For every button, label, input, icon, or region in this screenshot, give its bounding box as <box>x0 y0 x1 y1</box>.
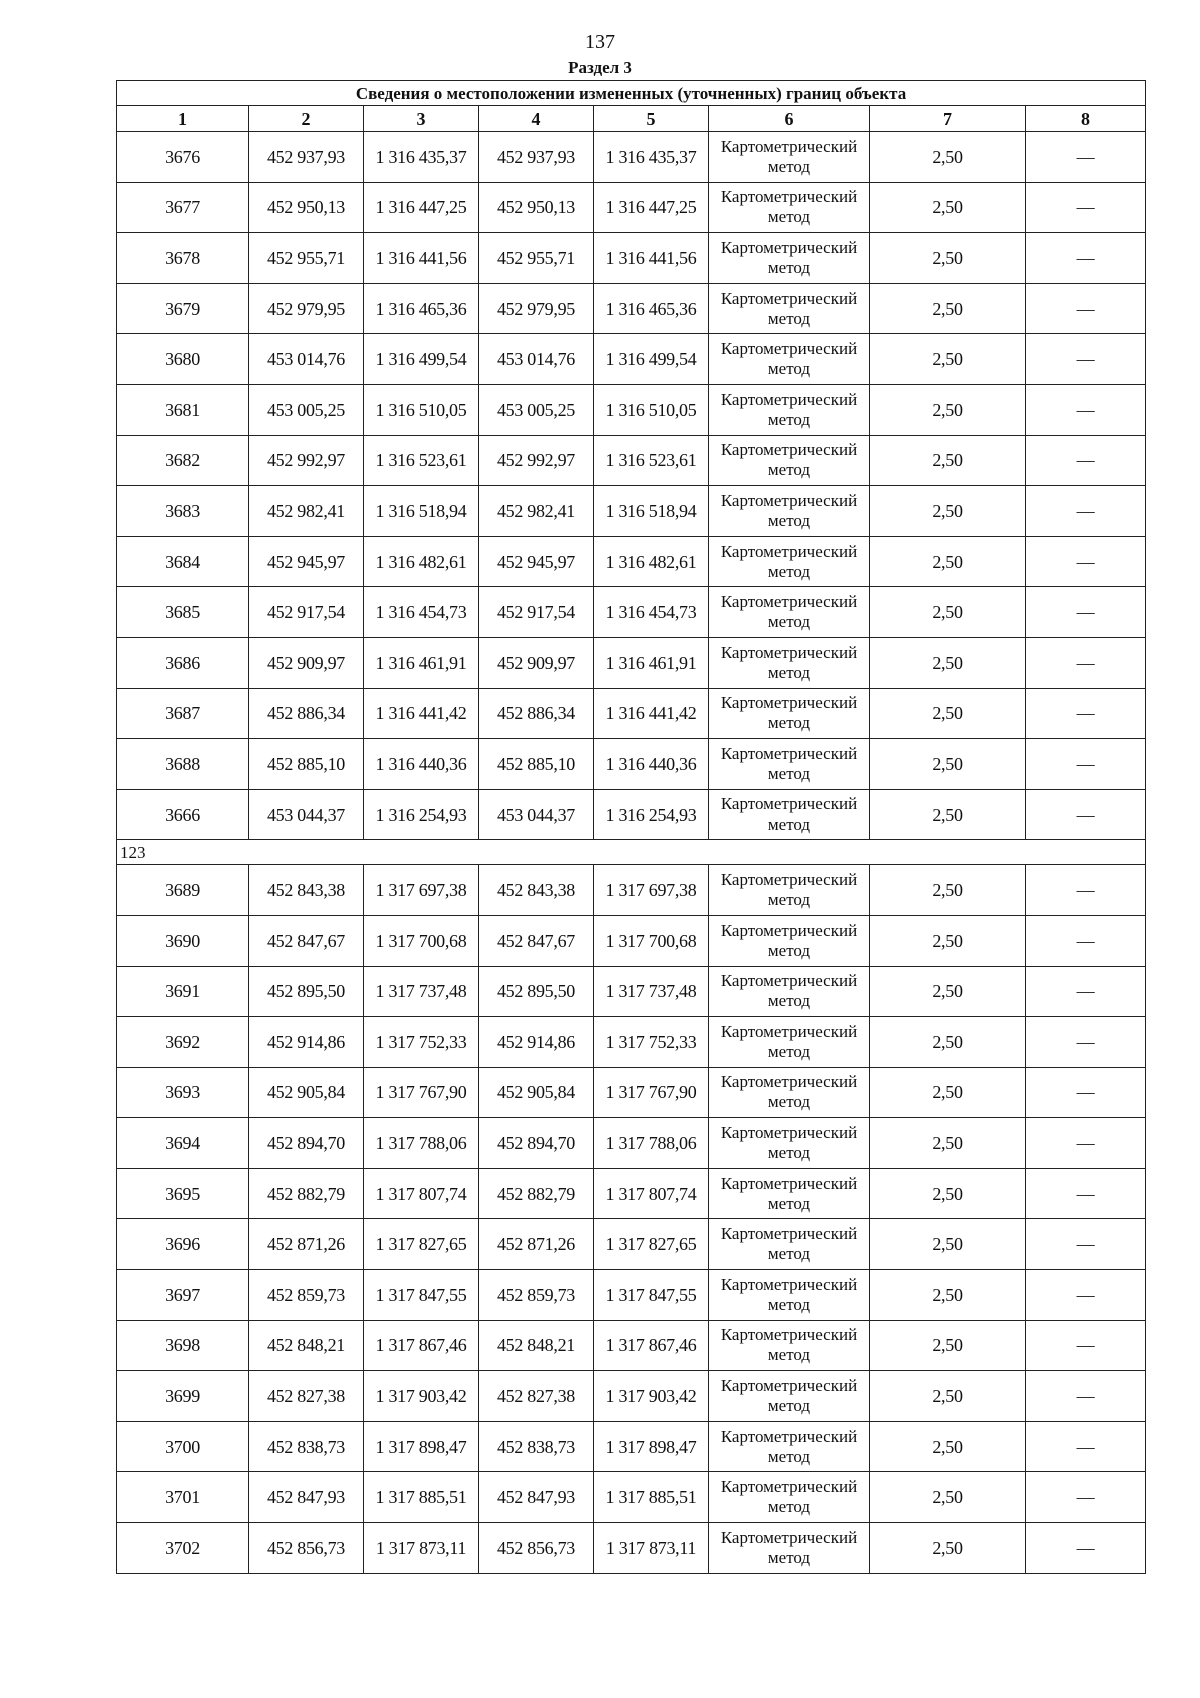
x-existing-cell: 452 909,97 <box>249 637 364 688</box>
method-cell: Картометрический метод <box>709 1371 870 1422</box>
x-refined-cell: 452 945,97 <box>479 536 594 587</box>
x-existing-cell: 452 914,86 <box>249 1017 364 1068</box>
accuracy-cell: 2,50 <box>870 637 1026 688</box>
y-refined-cell: 1 316 518,94 <box>594 486 709 537</box>
accuracy-cell: 2,50 <box>870 1219 1026 1270</box>
y-refined-cell: 1 316 482,61 <box>594 536 709 587</box>
y-refined-cell: 1 317 767,90 <box>594 1067 709 1118</box>
y-refined-cell: 1 317 885,51 <box>594 1472 709 1523</box>
description-cell: — <box>1026 182 1146 233</box>
y-refined-cell: 1 316 435,37 <box>594 132 709 183</box>
x-refined-cell: 452 848,21 <box>479 1320 594 1371</box>
y-refined-cell: 1 317 788,06 <box>594 1118 709 1169</box>
column-header: 1 <box>117 106 249 132</box>
method-cell: Картометрический метод <box>709 739 870 790</box>
description-cell: — <box>1026 384 1146 435</box>
column-header: 6 <box>709 106 870 132</box>
y-refined-cell: 1 317 867,46 <box>594 1320 709 1371</box>
x-refined-cell: 452 886,34 <box>479 688 594 739</box>
point-number-cell: 3695 <box>117 1168 249 1219</box>
table-row <box>117 789 1146 840</box>
column-header: 7 <box>870 106 1026 132</box>
x-refined-cell: 453 014,76 <box>479 334 594 385</box>
table-row <box>117 486 1146 537</box>
table-row <box>117 587 1146 638</box>
description-cell: — <box>1026 1168 1146 1219</box>
y-existing-cell: 1 316 254,93 <box>364 789 479 840</box>
method-cell: Картометрический метод <box>709 435 870 486</box>
y-refined-cell: 1 316 523,61 <box>594 435 709 486</box>
y-existing-cell: 1 317 752,33 <box>364 1017 479 1068</box>
table-row <box>117 536 1146 587</box>
y-existing-cell: 1 316 465,36 <box>364 283 479 334</box>
description-cell: — <box>1026 1523 1146 1574</box>
accuracy-cell: 2,50 <box>870 1168 1026 1219</box>
x-refined-cell: 452 894,70 <box>479 1118 594 1169</box>
table-row <box>117 435 1146 486</box>
x-existing-cell: 452 856,73 <box>249 1523 364 1574</box>
group-label: 123 <box>117 840 1146 865</box>
method-cell: Картометрический метод <box>709 587 870 638</box>
x-existing-cell: 452 992,97 <box>249 435 364 486</box>
description-cell: — <box>1026 966 1146 1017</box>
y-existing-cell: 1 317 847,55 <box>364 1270 479 1321</box>
method-cell: Картометрический метод <box>709 637 870 688</box>
column-header: 8 <box>1026 106 1146 132</box>
y-refined-cell: 1 316 254,93 <box>594 789 709 840</box>
y-existing-cell: 1 317 807,74 <box>364 1168 479 1219</box>
x-refined-cell: 452 859,73 <box>479 1270 594 1321</box>
point-number-cell: 3702 <box>117 1523 249 1574</box>
y-existing-cell: 1 317 903,42 <box>364 1371 479 1422</box>
description-cell: — <box>1026 334 1146 385</box>
accuracy-cell: 2,50 <box>870 739 1026 790</box>
point-number-cell: 3678 <box>117 233 249 284</box>
point-number-cell: 3666 <box>117 789 249 840</box>
y-refined-cell: 1 316 447,25 <box>594 182 709 233</box>
point-number-cell: 3696 <box>117 1219 249 1270</box>
x-existing-cell: 452 982,41 <box>249 486 364 537</box>
y-existing-cell: 1 316 435,37 <box>364 132 479 183</box>
accuracy-cell: 2,50 <box>870 688 1026 739</box>
description-cell: — <box>1026 233 1146 284</box>
y-existing-cell: 1 317 867,46 <box>364 1320 479 1371</box>
x-refined-cell: 452 909,97 <box>479 637 594 688</box>
y-existing-cell: 1 317 737,48 <box>364 966 479 1017</box>
description-cell: — <box>1026 915 1146 966</box>
accuracy-cell: 2,50 <box>870 1067 1026 1118</box>
description-cell: — <box>1026 1017 1146 1068</box>
y-refined-cell: 1 317 700,68 <box>594 915 709 966</box>
accuracy-cell: 2,50 <box>870 865 1026 916</box>
method-cell: Картометрический метод <box>709 1219 870 1270</box>
y-refined-cell: 1 316 465,36 <box>594 283 709 334</box>
table-row <box>117 1067 1146 1118</box>
boundary-coordinates-table <box>116 80 1146 1574</box>
y-existing-cell: 1 316 447,25 <box>364 182 479 233</box>
x-refined-cell: 452 827,38 <box>479 1371 594 1422</box>
accuracy-cell: 2,50 <box>870 486 1026 537</box>
y-existing-cell: 1 316 461,91 <box>364 637 479 688</box>
method-cell: Картометрический метод <box>709 1270 870 1321</box>
x-existing-cell: 452 894,70 <box>249 1118 364 1169</box>
y-existing-cell: 1 316 440,36 <box>364 739 479 790</box>
accuracy-cell: 2,50 <box>870 966 1026 1017</box>
y-refined-cell: 1 316 441,56 <box>594 233 709 284</box>
method-cell: Картометрический метод <box>709 384 870 435</box>
x-refined-cell: 452 982,41 <box>479 486 594 537</box>
point-number-cell: 3697 <box>117 1270 249 1321</box>
accuracy-cell: 2,50 <box>870 233 1026 284</box>
x-refined-cell: 452 871,26 <box>479 1219 594 1270</box>
x-refined-cell: 453 005,25 <box>479 384 594 435</box>
x-existing-cell: 452 955,71 <box>249 233 364 284</box>
x-existing-cell: 452 827,38 <box>249 1371 364 1422</box>
method-cell: Картометрический метод <box>709 1118 870 1169</box>
table-row <box>117 739 1146 790</box>
x-refined-cell: 452 856,73 <box>479 1523 594 1574</box>
table-row <box>117 688 1146 739</box>
point-number-cell: 3676 <box>117 132 249 183</box>
x-refined-cell: 452 937,93 <box>479 132 594 183</box>
table-row <box>117 915 1146 966</box>
method-cell: Картометрический метод <box>709 1320 870 1371</box>
y-existing-cell: 1 316 441,42 <box>364 688 479 739</box>
point-number-cell: 3699 <box>117 1371 249 1422</box>
description-cell: — <box>1026 536 1146 587</box>
x-existing-cell: 452 843,38 <box>249 865 364 916</box>
x-refined-cell: 452 917,54 <box>479 587 594 638</box>
table-row <box>117 233 1146 284</box>
table-caption-row <box>117 81 1146 106</box>
method-cell: Картометрический метод <box>709 1067 870 1118</box>
x-existing-cell: 452 905,84 <box>249 1067 364 1118</box>
description-cell: — <box>1026 1270 1146 1321</box>
point-number-cell: 3680 <box>117 334 249 385</box>
table-row <box>117 1472 1146 1523</box>
x-refined-cell: 452 905,84 <box>479 1067 594 1118</box>
point-number-cell: 3689 <box>117 865 249 916</box>
y-refined-cell: 1 316 441,42 <box>594 688 709 739</box>
y-refined-cell: 1 317 847,55 <box>594 1270 709 1321</box>
y-existing-cell: 1 316 518,94 <box>364 486 479 537</box>
x-existing-cell: 452 838,73 <box>249 1421 364 1472</box>
point-number-cell: 3681 <box>117 384 249 435</box>
point-number-cell: 3685 <box>117 587 249 638</box>
accuracy-cell: 2,50 <box>870 1320 1026 1371</box>
column-header: 2 <box>249 106 364 132</box>
y-refined-cell: 1 316 499,54 <box>594 334 709 385</box>
table-row <box>117 1017 1146 1068</box>
method-cell: Картометрический метод <box>709 1523 870 1574</box>
x-existing-cell: 453 005,25 <box>249 384 364 435</box>
description-cell: — <box>1026 688 1146 739</box>
y-existing-cell: 1 316 441,56 <box>364 233 479 284</box>
accuracy-cell: 2,50 <box>870 1421 1026 1472</box>
y-existing-cell: 1 317 788,06 <box>364 1118 479 1169</box>
x-existing-cell: 452 871,26 <box>249 1219 364 1270</box>
point-number-cell: 3694 <box>117 1118 249 1169</box>
table-row <box>117 637 1146 688</box>
description-cell: — <box>1026 739 1146 790</box>
accuracy-cell: 2,50 <box>870 915 1026 966</box>
table-row <box>117 1219 1146 1270</box>
description-cell: — <box>1026 132 1146 183</box>
y-refined-cell: 1 316 440,36 <box>594 739 709 790</box>
method-cell: Картометрический метод <box>709 233 870 284</box>
x-existing-cell: 452 847,93 <box>249 1472 364 1523</box>
accuracy-cell: 2,50 <box>870 435 1026 486</box>
y-refined-cell: 1 317 697,38 <box>594 865 709 916</box>
point-number-cell: 3701 <box>117 1472 249 1523</box>
accuracy-cell: 2,50 <box>870 132 1026 183</box>
table-row <box>117 1270 1146 1321</box>
table-row <box>117 1118 1146 1169</box>
y-existing-cell: 1 316 510,05 <box>364 384 479 435</box>
x-refined-cell: 452 955,71 <box>479 233 594 284</box>
point-number-cell: 3686 <box>117 637 249 688</box>
column-header: 4 <box>479 106 594 132</box>
accuracy-cell: 2,50 <box>870 1118 1026 1169</box>
column-header: 3 <box>364 106 479 132</box>
y-existing-cell: 1 316 523,61 <box>364 435 479 486</box>
table-row <box>117 966 1146 1017</box>
accuracy-cell: 2,50 <box>870 1270 1026 1321</box>
accuracy-cell: 2,50 <box>870 1371 1026 1422</box>
table-header-row <box>117 106 1146 132</box>
x-existing-cell: 452 895,50 <box>249 966 364 1017</box>
y-existing-cell: 1 316 454,73 <box>364 587 479 638</box>
point-number-cell: 3691 <box>117 966 249 1017</box>
y-existing-cell: 1 317 898,47 <box>364 1421 479 1472</box>
table-row <box>117 1421 1146 1472</box>
y-existing-cell: 1 316 499,54 <box>364 334 479 385</box>
table-row <box>117 1168 1146 1219</box>
point-number-cell: 3692 <box>117 1017 249 1068</box>
method-cell: Картометрический метод <box>709 865 870 916</box>
point-number-cell: 3700 <box>117 1421 249 1472</box>
y-existing-cell: 1 317 873,11 <box>364 1523 479 1574</box>
y-refined-cell: 1 317 827,65 <box>594 1219 709 1270</box>
x-existing-cell: 452 950,13 <box>249 182 364 233</box>
accuracy-cell: 2,50 <box>870 789 1026 840</box>
method-cell: Картометрический метод <box>709 132 870 183</box>
y-refined-cell: 1 317 873,11 <box>594 1523 709 1574</box>
y-refined-cell: 1 316 461,91 <box>594 637 709 688</box>
point-number-cell: 3679 <box>117 283 249 334</box>
description-cell: — <box>1026 1421 1146 1472</box>
table-row <box>117 1371 1146 1422</box>
table-row <box>117 384 1146 435</box>
description-cell: — <box>1026 1472 1146 1523</box>
description-cell: — <box>1026 283 1146 334</box>
description-cell: — <box>1026 789 1146 840</box>
y-existing-cell: 1 317 767,90 <box>364 1067 479 1118</box>
y-refined-cell: 1 316 510,05 <box>594 384 709 435</box>
method-cell: Картометрический метод <box>709 1168 870 1219</box>
accuracy-cell: 2,50 <box>870 587 1026 638</box>
point-number-cell: 3684 <box>117 536 249 587</box>
description-cell: — <box>1026 637 1146 688</box>
description-cell: — <box>1026 1371 1146 1422</box>
accuracy-cell: 2,50 <box>870 182 1026 233</box>
method-cell: Картометрический метод <box>709 1472 870 1523</box>
table-row <box>117 132 1146 183</box>
y-existing-cell: 1 317 885,51 <box>364 1472 479 1523</box>
section-title: Раздел 3 <box>568 58 632 77</box>
table-caption: Сведения о местоположении измененных (уточненных) границ объекта <box>117 81 1146 106</box>
method-cell: Картометрический метод <box>709 536 870 587</box>
description-cell: — <box>1026 587 1146 638</box>
y-existing-cell: 1 316 482,61 <box>364 536 479 587</box>
group-label-row <box>117 840 1146 865</box>
x-refined-cell: 452 847,67 <box>479 915 594 966</box>
x-existing-cell: 452 847,67 <box>249 915 364 966</box>
description-cell: — <box>1026 1067 1146 1118</box>
y-refined-cell: 1 317 807,74 <box>594 1168 709 1219</box>
method-cell: Картометрический метод <box>709 915 870 966</box>
point-number-cell: 3698 <box>117 1320 249 1371</box>
accuracy-cell: 2,50 <box>870 536 1026 587</box>
x-existing-cell: 452 937,93 <box>249 132 364 183</box>
description-cell: — <box>1026 865 1146 916</box>
point-number-cell: 3677 <box>117 182 249 233</box>
x-existing-cell: 453 014,76 <box>249 334 364 385</box>
x-refined-cell: 452 992,97 <box>479 435 594 486</box>
column-header: 5 <box>594 106 709 132</box>
method-cell: Картометрический метод <box>709 966 870 1017</box>
y-refined-cell: 1 316 454,73 <box>594 587 709 638</box>
y-refined-cell: 1 317 737,48 <box>594 966 709 1017</box>
point-number-cell: 3683 <box>117 486 249 537</box>
table-row <box>117 1523 1146 1574</box>
y-existing-cell: 1 317 827,65 <box>364 1219 479 1270</box>
description-cell: — <box>1026 1320 1146 1371</box>
method-cell: Картометрический метод <box>709 182 870 233</box>
description-cell: — <box>1026 1118 1146 1169</box>
accuracy-cell: 2,50 <box>870 283 1026 334</box>
description-cell: — <box>1026 435 1146 486</box>
method-cell: Картометрический метод <box>709 789 870 840</box>
point-number-cell: 3693 <box>117 1067 249 1118</box>
point-number-cell: 3690 <box>117 915 249 966</box>
x-existing-cell: 452 886,34 <box>249 688 364 739</box>
x-existing-cell: 452 979,95 <box>249 283 364 334</box>
x-refined-cell: 452 895,50 <box>479 966 594 1017</box>
accuracy-cell: 2,50 <box>870 1523 1026 1574</box>
method-cell: Картометрический метод <box>709 1017 870 1068</box>
y-existing-cell: 1 317 700,68 <box>364 915 479 966</box>
page-number: 137 <box>585 31 615 53</box>
x-existing-cell: 452 917,54 <box>249 587 364 638</box>
x-refined-cell: 452 843,38 <box>479 865 594 916</box>
accuracy-cell: 2,50 <box>870 384 1026 435</box>
method-cell: Картометрический метод <box>709 486 870 537</box>
point-number-cell: 3682 <box>117 435 249 486</box>
x-existing-cell: 452 848,21 <box>249 1320 364 1371</box>
y-refined-cell: 1 317 752,33 <box>594 1017 709 1068</box>
table-row <box>117 865 1146 916</box>
x-existing-cell: 452 885,10 <box>249 739 364 790</box>
x-existing-cell: 452 945,97 <box>249 536 364 587</box>
x-refined-cell: 452 882,79 <box>479 1168 594 1219</box>
method-cell: Картометрический метод <box>709 283 870 334</box>
x-refined-cell: 452 838,73 <box>479 1421 594 1472</box>
method-cell: Картометрический метод <box>709 688 870 739</box>
point-number-cell: 3688 <box>117 739 249 790</box>
table-row <box>117 1320 1146 1371</box>
x-refined-cell: 452 847,93 <box>479 1472 594 1523</box>
accuracy-cell: 2,50 <box>870 1472 1026 1523</box>
x-existing-cell: 453 044,37 <box>249 789 364 840</box>
table-row <box>117 182 1146 233</box>
y-refined-cell: 1 317 903,42 <box>594 1371 709 1422</box>
y-existing-cell: 1 317 697,38 <box>364 865 479 916</box>
table-row <box>117 334 1146 385</box>
point-number-cell: 3687 <box>117 688 249 739</box>
description-cell: — <box>1026 486 1146 537</box>
method-cell: Картометрический метод <box>709 1421 870 1472</box>
description-cell: — <box>1026 1219 1146 1270</box>
x-refined-cell: 452 885,10 <box>479 739 594 790</box>
table-row <box>117 283 1146 334</box>
method-cell: Картометрический метод <box>709 334 870 385</box>
x-refined-cell: 453 044,37 <box>479 789 594 840</box>
x-existing-cell: 452 859,73 <box>249 1270 364 1321</box>
x-refined-cell: 452 950,13 <box>479 182 594 233</box>
y-refined-cell: 1 317 898,47 <box>594 1421 709 1472</box>
x-existing-cell: 452 882,79 <box>249 1168 364 1219</box>
accuracy-cell: 2,50 <box>870 1017 1026 1068</box>
x-refined-cell: 452 979,95 <box>479 283 594 334</box>
accuracy-cell: 2,50 <box>870 334 1026 385</box>
x-refined-cell: 452 914,86 <box>479 1017 594 1068</box>
